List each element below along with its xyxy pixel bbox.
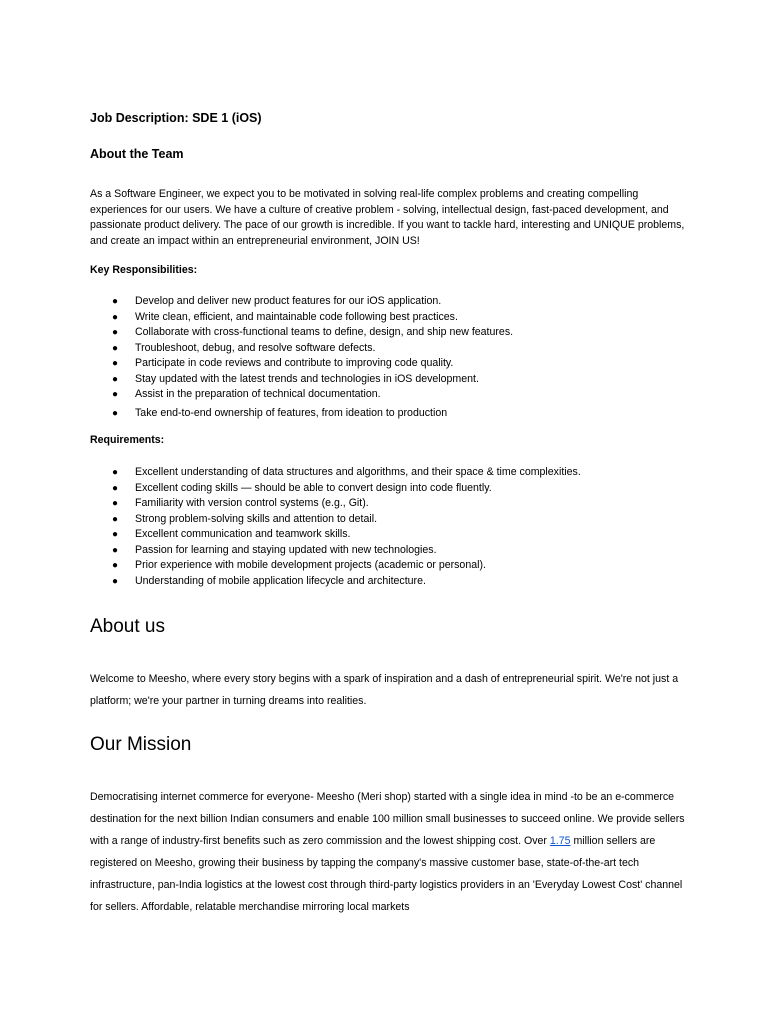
list-item-text: Assist in the preparation of technical documentation. — [135, 388, 381, 400]
list-item — [90, 372, 690, 388]
requirements-label: Requirements: — [90, 434, 165, 446]
about-us-heading: About us — [90, 616, 165, 637]
bullet-icon: ● — [112, 560, 119, 571]
bullet-icon: ● — [112, 327, 119, 338]
list-item-text: Write clean, efficient, and maintainable code following best practices. — [135, 310, 458, 323]
list-item — [90, 558, 690, 574]
list-item — [90, 387, 690, 403]
responsibilities-label: Key Responsibilities: — [90, 264, 198, 276]
about-team-heading: About the Team — [90, 147, 184, 161]
list-item-text: Take end-to-end ownership of features, from ideation to production — [135, 406, 448, 419]
bullet-icon: ● — [112, 296, 119, 307]
list-item-text: Troubleshoot, debug, and resolve software defects. — [135, 341, 376, 354]
list-item — [90, 512, 690, 528]
list-item-text: Passion for learning and staying updated with new technologies. — [135, 543, 437, 556]
sellers-count-link[interactable]: 1.75 — [549, 835, 571, 847]
bullet-icon: ● — [112, 467, 119, 478]
document-title: Job Description: SDE 1 (iOS) — [90, 111, 262, 125]
mission-text-end: million sellers are registered on Meesho, growing their business by tapping the company's massive customer base, state-of-the-art tech infrastructure, pan-India logistics at the lowest cost through third-party logistics providers in an 'Everyday Lowest Cost' channel for sellers. Affordable, relatable merchandise mirroring local markets — [90, 835, 683, 913]
list-item-text: Familiarity with version control systems (e.g., Git). — [135, 497, 369, 509]
bullet-icon: ● — [112, 311, 119, 323]
list-item — [90, 481, 690, 497]
bullet-icon: ● — [112, 544, 119, 556]
bullet-icon: ● — [112, 529, 119, 540]
responsibilities-list — [90, 294, 690, 421]
list-item-text: Excellent understanding of data structures and algorithms, and their space & time complexities. — [135, 466, 581, 478]
mission-paragraph — [90, 786, 685, 918]
bullet-icon: ● — [112, 513, 119, 525]
list-item — [90, 294, 690, 310]
list-item — [90, 406, 690, 422]
list-item-text: Strong problem-solving skills and attention to detail. — [135, 512, 378, 525]
mission-heading: Our Mission — [90, 734, 192, 755]
list-item-text: Understanding of mobile application lifecycle and architecture. — [135, 574, 426, 587]
list-item-text: Excellent coding skills — should be able to convert design into code fluently. — [135, 481, 492, 494]
list-item-text: Collaborate with cross-functional teams to define, design, and ship new features. — [135, 326, 514, 338]
about-team-paragraph: As a Software Engineer, we expect you to be motivated in solving real-life complex problems and creating compelling experiences for our users. We have a culture of creative problem - solving, intellectual design, fast-paced development, and passionate product delivery. The pace of our growth is incredible. If you want to tackle hard, interesting and UNIQUE problems, and create an impact within an entrepreneurial environment, JOIN US! — [90, 188, 685, 247]
about-us-paragraph: Welcome to Meesho, where every story begins with a spark of inspiration and a dash of entrepreneurial spirit. We're not just a platform; we're your partner in turning dreams into realities. — [90, 673, 679, 707]
mission-text-start: Democratising internet commerce for everyone- Meesho (Meri shop) started with a single idea in mind -to be an e-commerce destination for the next billion Indian consumers and enable 100 million small businesses to succeed online. We provide sellers with a range of industry-first benefits such as zero commission and the lowest shipping cost. Over — [90, 791, 685, 847]
list-item — [90, 543, 690, 559]
list-item-text: Excellent communication and teamwork skills. — [135, 528, 351, 540]
bullet-icon: ● — [112, 498, 119, 509]
bullet-icon: ● — [112, 482, 119, 494]
list-item-text: Stay updated with the latest trends and technologies in iOS development. — [135, 372, 479, 385]
bullet-icon: ● — [112, 358, 119, 369]
list-item-text: Develop and deliver new product features for our iOS application. — [135, 295, 442, 307]
list-item — [90, 341, 690, 357]
bullet-icon: ● — [112, 373, 119, 385]
list-item-text: Participate in code reviews and contribute to improving code quality. — [135, 357, 454, 369]
list-item-text: Prior experience with mobile development projects (academic or personal). — [135, 559, 486, 571]
list-item — [90, 496, 690, 512]
bullet-icon: ● — [112, 389, 119, 400]
list-item — [90, 465, 690, 481]
list-item — [90, 325, 690, 341]
bullet-icon: ● — [112, 342, 119, 354]
list-item — [90, 310, 690, 326]
list-item — [90, 356, 690, 372]
bullet-icon: ● — [112, 407, 119, 419]
bullet-icon: ● — [112, 575, 119, 587]
list-item — [90, 527, 690, 543]
list-item — [90, 574, 690, 590]
requirements-list — [90, 465, 690, 589]
